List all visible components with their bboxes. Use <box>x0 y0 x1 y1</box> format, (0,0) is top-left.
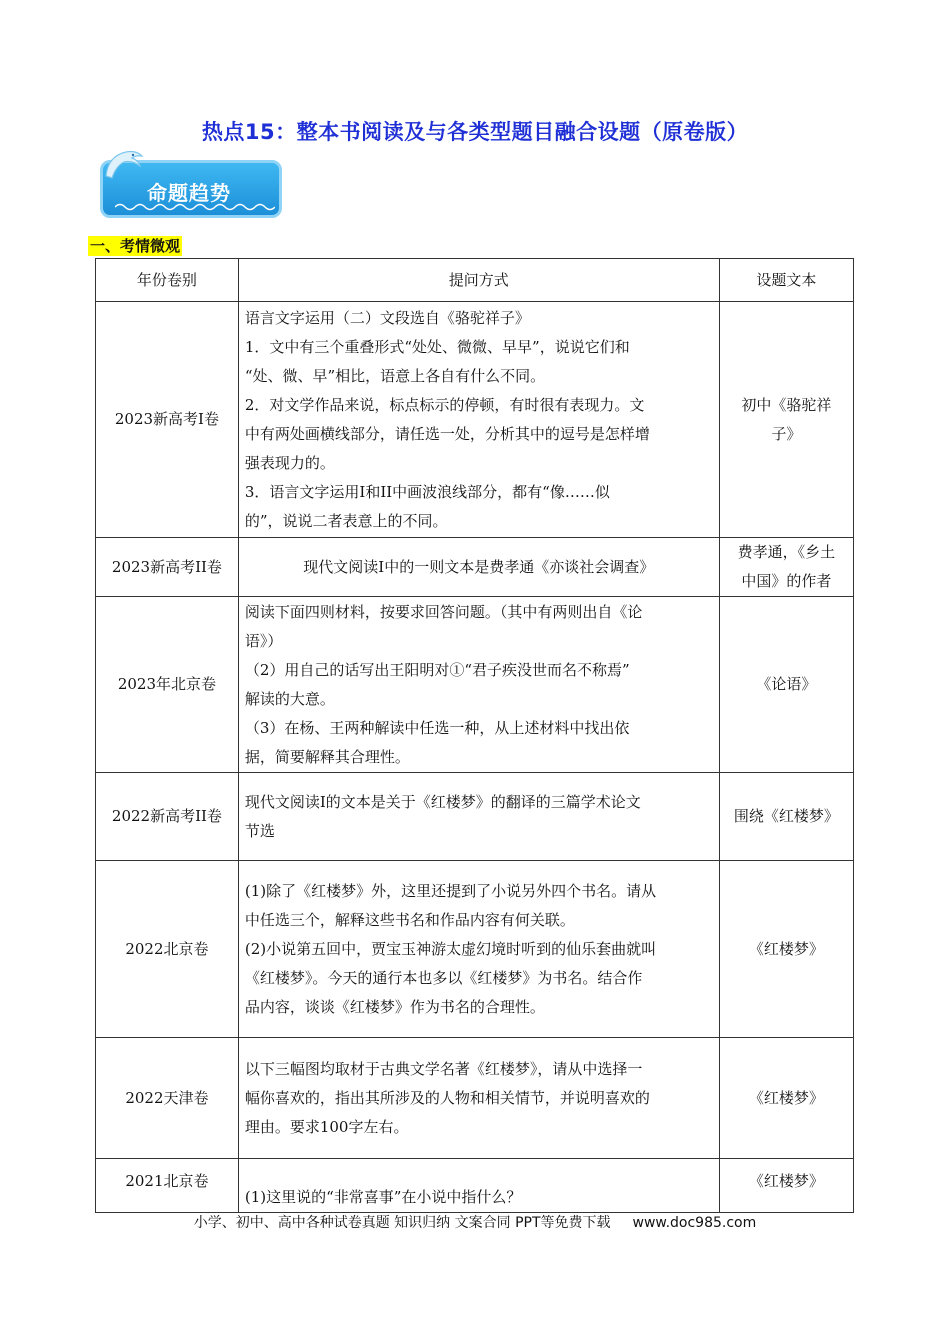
source-line: 费孝通，《乡土 <box>737 543 836 561</box>
question-line: 3．语言文字运用I和II中画波浪线部分，都有“像……似 <box>244 482 610 501</box>
cell-source <box>719 597 853 773</box>
page-footer <box>0 1212 950 1232</box>
footer-url[interactable]: www.doc985.com <box>632 1215 757 1231</box>
source-line: 子》 <box>771 424 802 443</box>
question-line: (2)小说第五回中，贾宝玉神游太虚幻境时听到的仙乐套曲就叫 <box>244 939 657 958</box>
cell-year: 2022新高考II卷 <box>96 773 239 861</box>
badge-label: 命题趋势 <box>147 181 231 205</box>
table-row <box>96 302 854 538</box>
question-line: 的”，说说二者表意上的不同。 <box>244 511 448 530</box>
question-line: 中任选三个，解释这些书名和作品内容有何关联。 <box>244 910 575 929</box>
question-line: 据，简要解释其合理性。 <box>244 747 410 766</box>
cell-source <box>719 1159 853 1213</box>
question-line: 阅读下面四则材料，按要求回答问题。（其中有两则出自《论 <box>244 602 643 621</box>
question-line: 现代文阅读I中的一则文本是费孝通《亦谈社会调查》 <box>303 557 655 576</box>
table-row <box>96 773 854 861</box>
question-line: 2．对文学作品来说，标点标示的停顿，有时很有表现力。文 <box>244 395 645 414</box>
header-year: 年份卷别 <box>96 259 239 302</box>
cell-source <box>719 861 853 1038</box>
dolphin-icon <box>102 146 146 182</box>
page-title: 热点15：整本书阅读及与各类型题目融合设题（原卷版） <box>201 120 749 144</box>
question-line: 语》） <box>244 631 283 650</box>
question-line: 强表现力的。 <box>244 453 335 472</box>
question-line: (1)除了《红楼梦》外，这里还提到了小说另外四个书名。请从 <box>244 881 657 900</box>
cell-question <box>238 1038 719 1159</box>
table-row <box>96 597 854 773</box>
footer-text: 小学、初中、高中各种试卷真题 知识归纳 文案合同 PPT等免费下载 <box>193 1215 611 1231</box>
question-line: 1．文中有三个重叠形式“处处、微微、早早”，说说它们和 <box>244 337 630 356</box>
source-line: 中国》的作者 <box>741 572 832 590</box>
question-line: 幅你喜欢的，指出其所涉及的人物和相关情节，并说明喜欢的 <box>244 1088 650 1107</box>
source-line: 《红楼梦》 <box>748 1172 824 1190</box>
cell-source <box>719 773 853 861</box>
cell-year: 2022北京卷 <box>96 861 239 1038</box>
header-source: 设题文本 <box>719 259 853 302</box>
cell-question <box>238 302 719 538</box>
table-header-row <box>96 259 854 302</box>
table-row <box>96 1038 854 1159</box>
table-row <box>96 1159 854 1213</box>
question-line: 解读的大意。 <box>244 689 335 708</box>
source-line: 《红楼梦》 <box>748 939 824 958</box>
cell-question <box>238 597 719 773</box>
question-line: 语言文字运用（二）文段选自《骆驼祥子》 <box>244 308 530 327</box>
question-line: （2）用自己的话写出王阳明对①“君子疾没世而名不称焉” <box>244 660 630 679</box>
question-line: （3）在杨、王两种解读中任选一种，从上述材料中找出依 <box>244 718 630 737</box>
question-line: 《红楼梦》。今天的通行本也多以《红楼梦》为书名。结合作 <box>244 968 643 987</box>
cell-year: 2021北京卷 <box>96 1159 239 1213</box>
source-line: 围绕《红楼梦》 <box>733 807 839 825</box>
cell-year: 2023新高考II卷 <box>96 538 239 597</box>
question-line: (1)这里说的“非常喜事”在小说中指什么？ <box>244 1188 522 1206</box>
question-line: 以下三幅图均取材于古典文学名著《红楼梦》，请从中选择一 <box>244 1059 643 1078</box>
question-line: 节选 <box>244 821 275 840</box>
topic-badge <box>98 146 288 222</box>
cell-question <box>238 861 719 1038</box>
exam-table <box>95 258 854 1213</box>
cell-source <box>719 538 853 597</box>
cell-year: 2023新高考I卷 <box>96 302 239 538</box>
header-question: 提问方式 <box>238 259 719 302</box>
wave-icon <box>115 202 275 212</box>
question-line: “处、微、早”相比，语意上各自有什么不同。 <box>244 366 546 385</box>
cell-source <box>719 302 853 538</box>
source-line: 《红楼梦》 <box>748 1088 824 1107</box>
question-line: 现代文阅读I的文本是关于《红楼梦》的翻译的三篇学术论文 <box>244 792 641 811</box>
table-row <box>96 861 854 1038</box>
source-line: 初中《骆驼祥 <box>741 395 832 414</box>
cell-year: 2023年北京卷 <box>96 597 239 773</box>
source-line: 《论语》 <box>756 675 817 693</box>
question-line: 品内容，谈谈《红楼梦》作为书名的合理性。 <box>244 997 545 1016</box>
table-row <box>96 538 854 597</box>
cell-year: 2022天津卷 <box>96 1038 239 1159</box>
cell-source <box>719 1038 853 1159</box>
question-line: 理由。要求100字左右。 <box>244 1117 409 1136</box>
question-line: 中有两处画横线部分，请任选一处，分析其中的逗号是怎样增 <box>244 424 650 443</box>
cell-question <box>238 538 719 597</box>
cell-question <box>238 1159 719 1213</box>
section-heading: 一、考情微观 <box>90 237 181 255</box>
cell-question <box>238 773 719 861</box>
